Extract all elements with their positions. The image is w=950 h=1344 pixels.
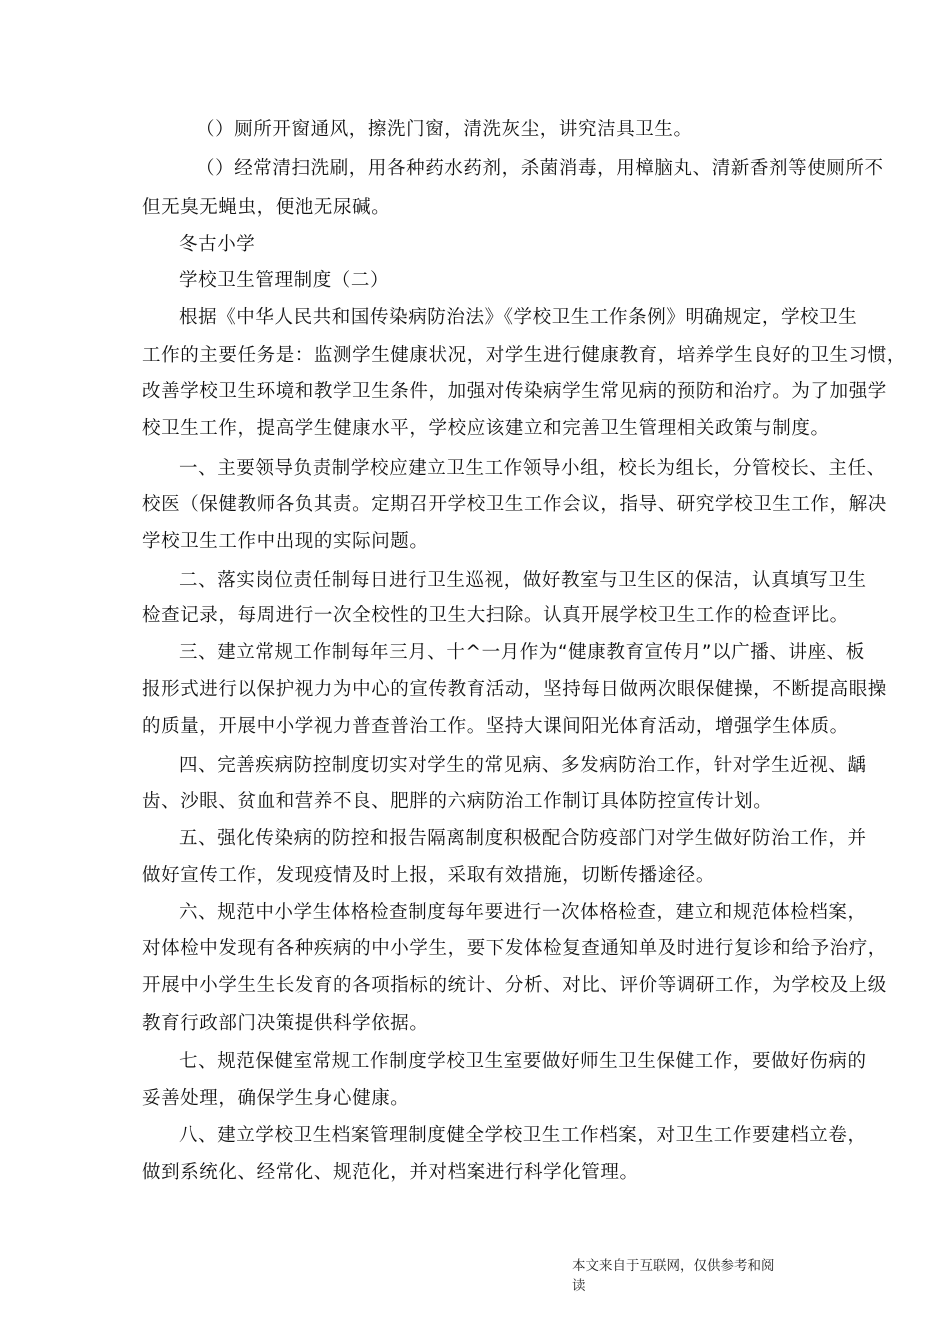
text-line: 报形式进行以保护视力为中心的宣传教育活动，坚持每日做两次眼保健操，不断提高眼操 — [142, 679, 887, 700]
text-line: 妥善处理，确保学生身心健康。 — [142, 1088, 410, 1109]
text-line: 的质量，开展中小学视力普查普治工作。坚持大课间阳光体育活动，增强学生体质。 — [142, 716, 849, 737]
text-line: 工作的主要任务是：监测学生健康状况，对学生进行健康教育，培养学生良好的卫生习惯， — [142, 345, 907, 366]
text-line: 开展中小学生生长发育的各项指标的统计、分析、对比、评价等调研工作，为学校及上级 — [142, 975, 887, 996]
section-6-heading: 六、规范中小学生体格检查制度每年要进行一次体格检查，建立和规范体检档案， — [179, 902, 867, 923]
text-line: 校医（保健教师各负其责。定期召开学校卫生工作会议，指导、研究学校卫生工作，解决 — [142, 494, 887, 515]
section-2-heading: 二、落实岗位责任制每日进行卫生巡视，做好教室与卫生区的保洁，认真填写卫生 — [179, 570, 867, 591]
text-line: 做好宣传工作，发现疫情及时上报，采取有效措施，切断传播途径。 — [142, 865, 716, 886]
school-name: 冬古小学 — [179, 234, 256, 255]
text-line: 做到系统化、经常化、规范化，并对档案进行科学化管理。 — [142, 1162, 639, 1183]
text-line: 教育行政部门决策提供科学依据。 — [142, 1013, 429, 1034]
paragraph-intro: 根据《中华人民共和国传染病防治法》《学校卫生工作条例》明确规定，学校卫生 — [179, 307, 858, 328]
list-item-toilet-cleaning: （）经常清扫洗刷，用各种药水药剂，杀菌消毒，用樟脑丸、清新香剂等使厕所不 — [196, 158, 884, 179]
section-1-heading: 一、主要领导负责制学校应建立卫生工作领导小组，校长为组长，分管校长、主任、 — [179, 458, 886, 479]
section-4-heading: 四、完善疾病防控制度切实对学生的常见病、多发病防治工作，针对学生近视、龋 — [179, 755, 867, 776]
document-title: 学校卫生管理制度（二） — [179, 270, 390, 291]
list-item-toilet-ventilation: （）厕所开窗通风，擦洗门窗，清洗灰尘，讲究洁具卫生。 — [196, 119, 693, 140]
section-5-heading: 五、强化传染病的防控和报告隔离制度积极配合防疫部门对学生做好防治工作，并 — [179, 828, 867, 849]
footer-line: 本文来自于互联网，仅供参考和阅 — [572, 1258, 775, 1274]
text-line: 齿、沙眼、贫血和营养不良、肥胖的六病防治工作制订具体防控宣传计划。 — [142, 791, 773, 812]
footer-note — [572, 1256, 802, 1296]
footer-line: 读 — [572, 1278, 586, 1294]
text-line: 学校卫生工作中出现的实际问题。 — [142, 531, 429, 552]
section-3-heading: 三、建立常规工作制每年三月、十^一月作为“健康教育宣传月”以广播、讲座、板 — [179, 642, 865, 663]
text-line: 校卫生工作，提高学生健康水平，学校应该建立和完善卫生管理相关政策与制度。 — [142, 418, 830, 439]
text-line: 对体检中发现有各种疾病的中小学生，要下发体检复查通知单及时进行复诊和给予治疗， — [142, 938, 887, 959]
text-line: 检查记录，每周进行一次全校性的卫生大扫除。认真开展学校卫生工作的检查评比。 — [142, 605, 849, 626]
text-line: 改善学校卫生环境和教学卫生条件，加强对传染病学生常见病的预防和治疗。为了加强学 — [142, 381, 887, 402]
section-7-heading: 七、规范保健室常规工作制度学校卫生室要做好师生卫生保健工作，要做好伤病的 — [179, 1051, 867, 1072]
text-line: 但无臭无蝇虫，便池无尿碱。 — [142, 197, 391, 218]
section-8-heading: 八、建立学校卫生档案管理制度健全学校卫生工作档案，对卫生工作要建档立卷， — [179, 1125, 867, 1146]
